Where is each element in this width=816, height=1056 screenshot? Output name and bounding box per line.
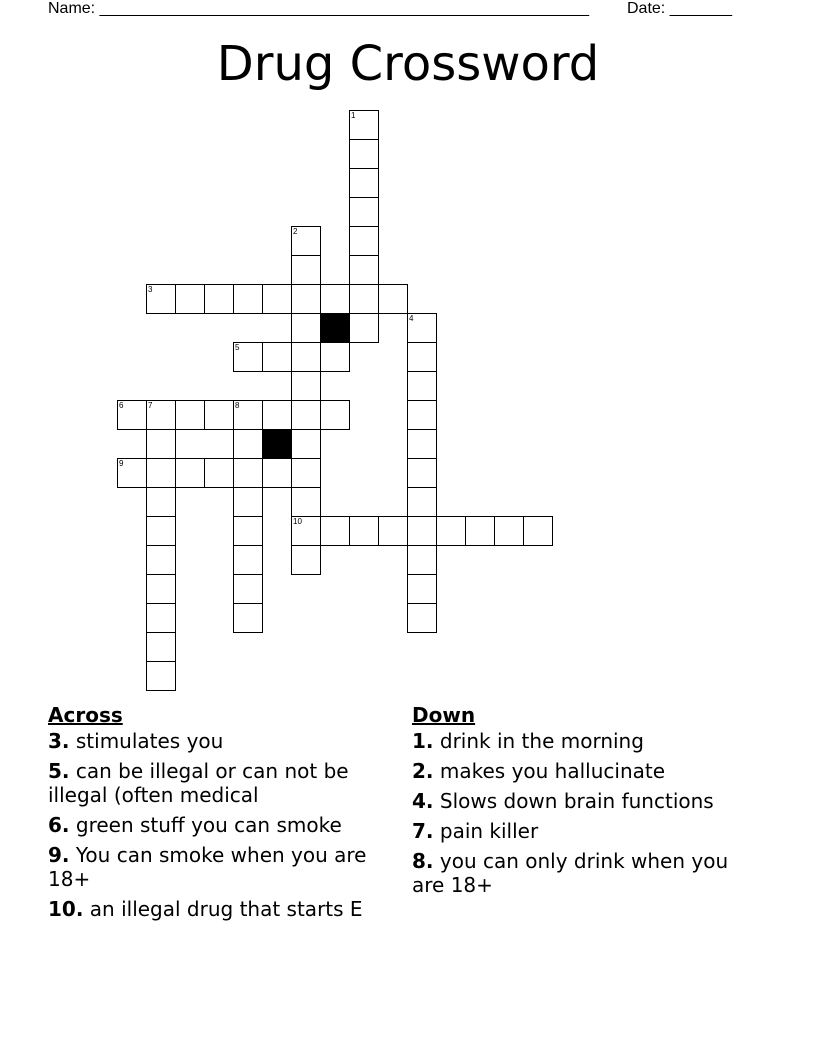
grid-cell[interactable] — [175, 458, 205, 488]
grid-cell[interactable] — [349, 226, 379, 256]
grid-cell[interactable] — [436, 516, 466, 546]
grid-cell[interactable] — [146, 284, 176, 314]
grid-cell[interactable] — [146, 487, 176, 517]
grid-cell[interactable] — [291, 313, 321, 343]
clue-number: 6 — [119, 401, 124, 410]
grid-cell[interactable] — [233, 458, 263, 488]
clue-number: 8 — [235, 401, 240, 410]
grid-cell[interactable] — [146, 429, 176, 459]
grid-cell[interactable] — [233, 342, 263, 372]
grid-cell[interactable] — [407, 545, 437, 575]
down-heading: Down — [412, 703, 476, 727]
clue-down-4: 4. Slows down brain functions — [412, 789, 714, 813]
clue-across-6: 6. green stuff you can smoke — [48, 813, 342, 837]
grid-cell[interactable] — [146, 661, 176, 691]
clue-number: 9 — [119, 459, 124, 468]
date-field: Date: _______ — [627, 0, 732, 17]
grid-cell[interactable] — [523, 516, 553, 546]
grid-cell[interactable] — [407, 371, 437, 401]
grid-cell[interactable] — [407, 429, 437, 459]
grid-cell[interactable] — [320, 284, 350, 314]
grid-cell[interactable] — [146, 458, 176, 488]
grid-cell[interactable] — [146, 574, 176, 604]
grid-cell[interactable] — [146, 516, 176, 546]
grid-cell[interactable] — [349, 197, 379, 227]
grid-cell[interactable] — [146, 400, 176, 430]
grid-cell[interactable] — [233, 574, 263, 604]
clue-across-3: 3. stimulates you — [48, 729, 224, 753]
grid-cell[interactable] — [320, 342, 350, 372]
grid-cell[interactable] — [262, 400, 292, 430]
grid-cell[interactable] — [349, 284, 379, 314]
grid-cell[interactable] — [378, 516, 408, 546]
grid-cell[interactable] — [465, 516, 495, 546]
grid-cell[interactable] — [407, 400, 437, 430]
grid-cell[interactable] — [378, 284, 408, 314]
grid-cell[interactable] — [407, 487, 437, 517]
clue-number: 10 — [293, 517, 302, 526]
blocked-cell — [262, 429, 292, 459]
clue-across-9: 9. You can smoke when you are 18+ — [48, 843, 367, 891]
grid-cell[interactable] — [233, 603, 263, 633]
grid-cell[interactable] — [407, 342, 437, 372]
clue-across-10: 10. an illegal drug that starts E — [48, 897, 363, 921]
grid-cell[interactable] — [233, 400, 263, 430]
down-clues — [412, 703, 742, 903]
clue-number: 1 — [351, 111, 356, 120]
across-clues — [48, 703, 388, 927]
grid-cell[interactable] — [291, 545, 321, 575]
grid-cell[interactable] — [262, 458, 292, 488]
grid-cell[interactable] — [117, 400, 147, 430]
grid-cell[interactable] — [262, 342, 292, 372]
grid-cell[interactable] — [175, 400, 205, 430]
grid-cell[interactable] — [349, 255, 379, 285]
grid-cell[interactable] — [291, 487, 321, 517]
grid-cell[interactable] — [349, 516, 379, 546]
grid-cell[interactable] — [407, 603, 437, 633]
grid-cell[interactable] — [291, 342, 321, 372]
grid-cell[interactable] — [320, 516, 350, 546]
grid-cell[interactable] — [349, 110, 379, 140]
grid-cell[interactable] — [407, 458, 437, 488]
grid-cell[interactable] — [233, 284, 263, 314]
grid-cell[interactable] — [204, 284, 234, 314]
clue-number: 4 — [409, 314, 414, 323]
grid-cell[interactable] — [291, 226, 321, 256]
across-heading: Across — [48, 703, 123, 727]
grid-cell[interactable] — [349, 313, 379, 343]
grid-cell[interactable] — [407, 574, 437, 604]
grid-cell[interactable] — [204, 400, 234, 430]
grid-cell[interactable] — [175, 284, 205, 314]
grid-cell[interactable] — [291, 458, 321, 488]
grid-cell[interactable] — [407, 313, 437, 343]
grid-cell[interactable] — [494, 516, 524, 546]
clue-number: 5 — [235, 343, 240, 352]
grid-cell[interactable] — [233, 487, 263, 517]
grid-cell[interactable] — [291, 371, 321, 401]
grid-cell[interactable] — [291, 284, 321, 314]
grid-cell[interactable] — [233, 429, 263, 459]
grid-cell[interactable] — [146, 545, 176, 575]
grid-cell[interactable] — [146, 632, 176, 662]
grid-cell[interactable] — [117, 458, 147, 488]
blocked-cell — [320, 313, 350, 343]
grid-cell[interactable] — [320, 400, 350, 430]
clue-number: 2 — [293, 227, 298, 236]
clue-number: 7 — [148, 401, 153, 410]
grid-cell[interactable] — [291, 516, 321, 546]
grid-cell[interactable] — [233, 545, 263, 575]
grid-cell[interactable] — [407, 516, 437, 546]
grid-cell[interactable] — [146, 603, 176, 633]
clue-down-8: 8. you can only drink when you are 18+ — [412, 849, 729, 897]
clue-across-5: 5. can be illegal or can not be illegal (often medical — [48, 759, 349, 807]
grid-cell[interactable] — [262, 284, 292, 314]
grid-cell[interactable] — [233, 516, 263, 546]
grid-cell[interactable] — [291, 429, 321, 459]
grid-cell[interactable] — [291, 255, 321, 285]
grid-cell[interactable] — [291, 400, 321, 430]
grid-cell[interactable] — [204, 458, 234, 488]
grid-cell[interactable] — [349, 168, 379, 198]
grid-cell[interactable] — [349, 139, 379, 169]
clue-down-2: 2. makes you hallucinate — [412, 759, 666, 783]
clue-number: 3 — [148, 285, 153, 294]
name-field: Name: _______________________________________________________ — [48, 0, 589, 17]
clue-down-1: 1. drink in the morning — [412, 729, 644, 753]
page-title: Drug Crossword — [216, 36, 600, 92]
clue-down-7: 7. pain killer — [412, 819, 539, 843]
